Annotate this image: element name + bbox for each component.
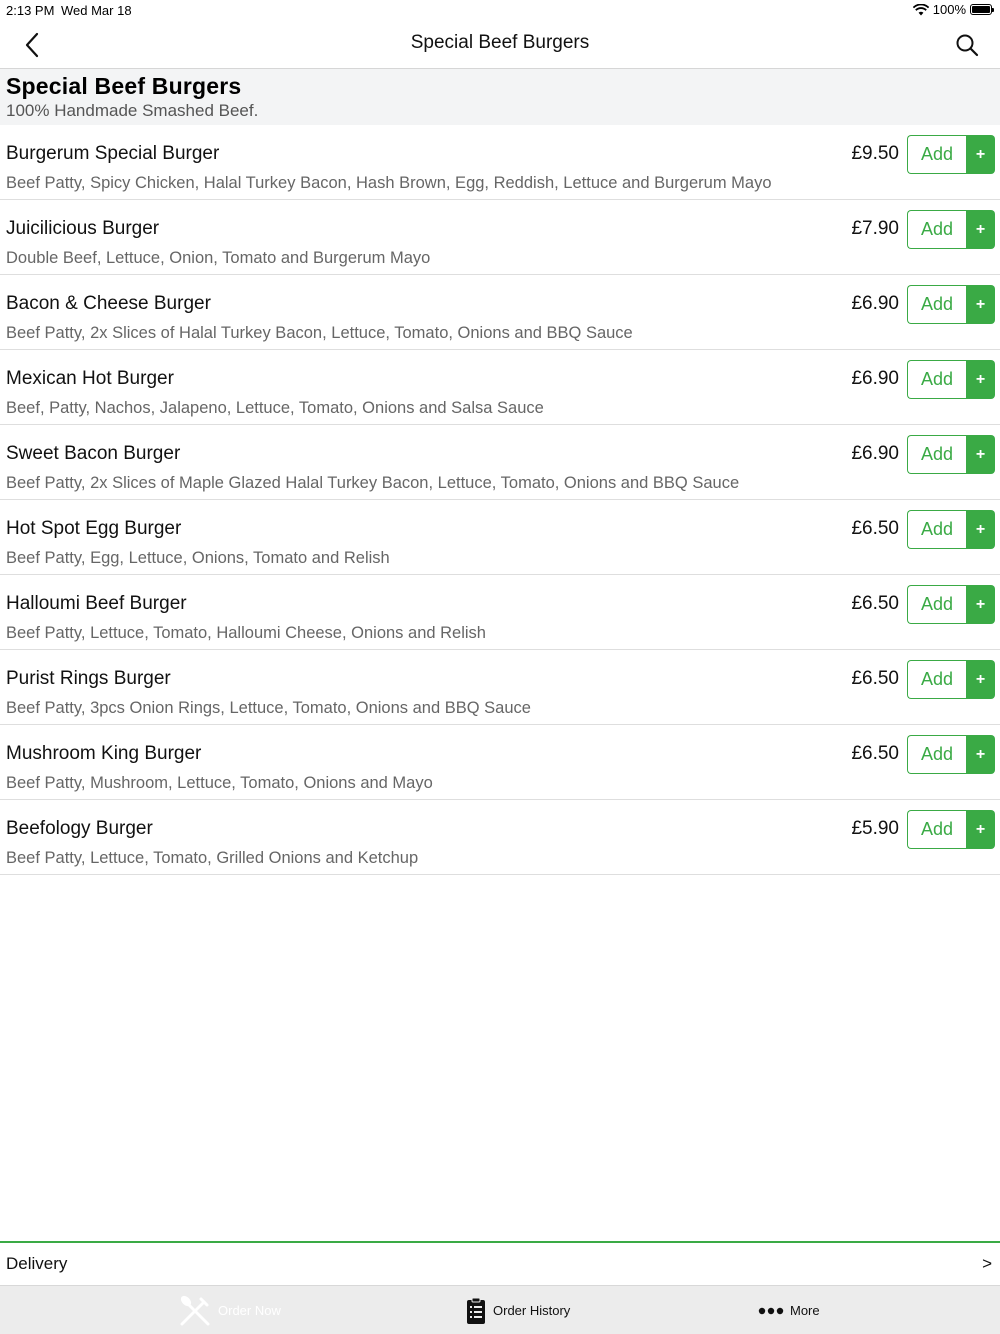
item-price: £6.90 (851, 443, 899, 464)
status-bar (0, 0, 1000, 20)
nav-bar (0, 20, 1000, 69)
item-name[interactable]: Burgerum Special Burger (6, 143, 220, 164)
plus-icon: + (966, 210, 995, 249)
plus-icon: + (966, 135, 995, 174)
plus-icon: + (966, 435, 995, 474)
category-subtitle: 100% Handmade Smashed Beef. (6, 101, 259, 120)
plus-icon: + (966, 660, 995, 699)
battery-percent: 100% (932, 2, 966, 17)
add-label: Add (907, 435, 966, 474)
item-description: Beef Patty, Egg, Lettuce, Onions, Tomato and Relish (6, 549, 390, 567)
item-description: Beef Patty, 2x Slices of Halal Turkey Bacon, Lettuce, Tomato, Onions and BBQ Sauce (6, 324, 633, 342)
more-dots-icon (758, 1307, 784, 1315)
menu-item (0, 350, 1000, 425)
add-button[interactable] (907, 810, 995, 849)
wifi-icon (913, 4, 929, 16)
item-name[interactable]: Halloumi Beef Burger (6, 593, 187, 614)
item-name[interactable]: Hot Spot Egg Burger (6, 518, 182, 539)
item-price: £6.90 (851, 293, 899, 314)
add-label: Add (907, 735, 966, 774)
item-price: £5.90 (851, 818, 899, 839)
add-label: Add (907, 585, 966, 624)
menu-item (0, 275, 1000, 350)
add-button[interactable] (907, 510, 995, 549)
item-description: Beef Patty, Mushroom, Lettuce, Tomato, Onions and Mayo (6, 774, 433, 792)
item-name[interactable]: Sweet Bacon Burger (6, 443, 181, 464)
menu-item (0, 725, 1000, 800)
add-button[interactable] (907, 660, 995, 699)
item-description: Beef, Patty, Nachos, Jalapeno, Lettuce, Tomato, Onions and Salsa Sauce (6, 399, 544, 417)
menu-item (0, 575, 1000, 650)
item-name[interactable]: Mexican Hot Burger (6, 368, 174, 389)
fork-knife-icon (178, 1294, 212, 1328)
plus-icon: + (966, 810, 995, 849)
menu-item-list (0, 125, 1000, 875)
item-price: £7.90 (851, 218, 899, 239)
search-icon[interactable] (952, 30, 982, 60)
chevron-right-icon: > (982, 1254, 992, 1273)
add-label: Add (907, 360, 966, 399)
menu-item (0, 500, 1000, 575)
menu-item (0, 800, 1000, 875)
add-button[interactable] (907, 360, 995, 399)
item-price: £9.50 (851, 143, 899, 164)
plus-icon: + (966, 735, 995, 774)
add-button[interactable] (907, 210, 995, 249)
item-price: £6.50 (851, 518, 899, 539)
battery-icon (970, 4, 992, 15)
item-price: £6.50 (851, 743, 899, 764)
add-button[interactable] (907, 135, 995, 174)
add-button[interactable] (907, 285, 995, 324)
tab-more-label: More (790, 1303, 820, 1318)
add-button[interactable] (907, 585, 995, 624)
item-description: Beef Patty, Lettuce, Tomato, Halloumi Cheese, Onions and Relish (6, 624, 486, 642)
plus-icon: + (966, 360, 995, 399)
add-label: Add (907, 510, 966, 549)
add-button[interactable] (907, 435, 995, 474)
item-name[interactable]: Bacon & Cheese Burger (6, 293, 211, 314)
status-date: Wed Mar 18 (61, 3, 132, 18)
item-name[interactable]: Mushroom King Burger (6, 743, 202, 764)
tab-order-now[interactable] (178, 1286, 281, 1334)
item-description: Beef Patty, Lettuce, Tomato, Grilled Onions and Ketchup (6, 849, 419, 867)
tab-order-now-label: Order Now (218, 1303, 281, 1318)
item-description: Beef Patty, 2x Slices of Maple Glazed Halal Turkey Bacon, Lettuce, Tomato, Onions and BBQ Sauce (6, 474, 740, 492)
plus-icon: + (966, 585, 995, 624)
plus-icon: + (966, 510, 995, 549)
tab-order-history[interactable] (465, 1286, 570, 1334)
delivery-label: Delivery (6, 1254, 68, 1273)
category-header (0, 69, 1000, 125)
add-button[interactable] (907, 735, 995, 774)
menu-item (0, 200, 1000, 275)
page-title: Special Beef Burgers (410, 32, 590, 53)
status-time: 2:13 PM (6, 3, 55, 18)
status-right (913, 2, 992, 17)
tab-order-history-label: Order History (493, 1303, 571, 1318)
add-label: Add (907, 810, 966, 849)
delivery-bar[interactable] (0, 1241, 1000, 1285)
tab-bar (0, 1285, 1000, 1334)
add-label: Add (907, 660, 966, 699)
item-description: Beef Patty, Spicy Chicken, Halal Turkey Bacon, Hash Brown, Egg, Reddish, Lettuce and Burgerum Mayo (6, 174, 772, 192)
add-label: Add (907, 285, 966, 324)
menu-item (0, 125, 1000, 200)
item-price: £6.50 (851, 593, 899, 614)
menu-item (0, 425, 1000, 500)
category-title: Special Beef Burgers (6, 73, 242, 99)
item-name[interactable]: Juicilicious Burger (6, 218, 160, 239)
item-description: Beef Patty, 3pcs Onion Rings, Lettuce, Tomato, Onions and BBQ Sauce (6, 699, 531, 717)
add-label: Add (907, 135, 966, 174)
item-price: £6.90 (851, 368, 899, 389)
menu-item (0, 650, 1000, 725)
tab-more[interactable] (758, 1286, 820, 1334)
item-name[interactable]: Beefology Burger (6, 818, 153, 839)
item-description: Double Beef, Lettuce, Onion, Tomato and Burgerum Mayo (6, 249, 431, 267)
item-name[interactable]: Purist Rings Burger (6, 668, 171, 689)
plus-icon: + (966, 285, 995, 324)
add-label: Add (907, 210, 966, 249)
clipboard-list-icon (465, 1297, 487, 1325)
item-price: £6.50 (851, 668, 899, 689)
